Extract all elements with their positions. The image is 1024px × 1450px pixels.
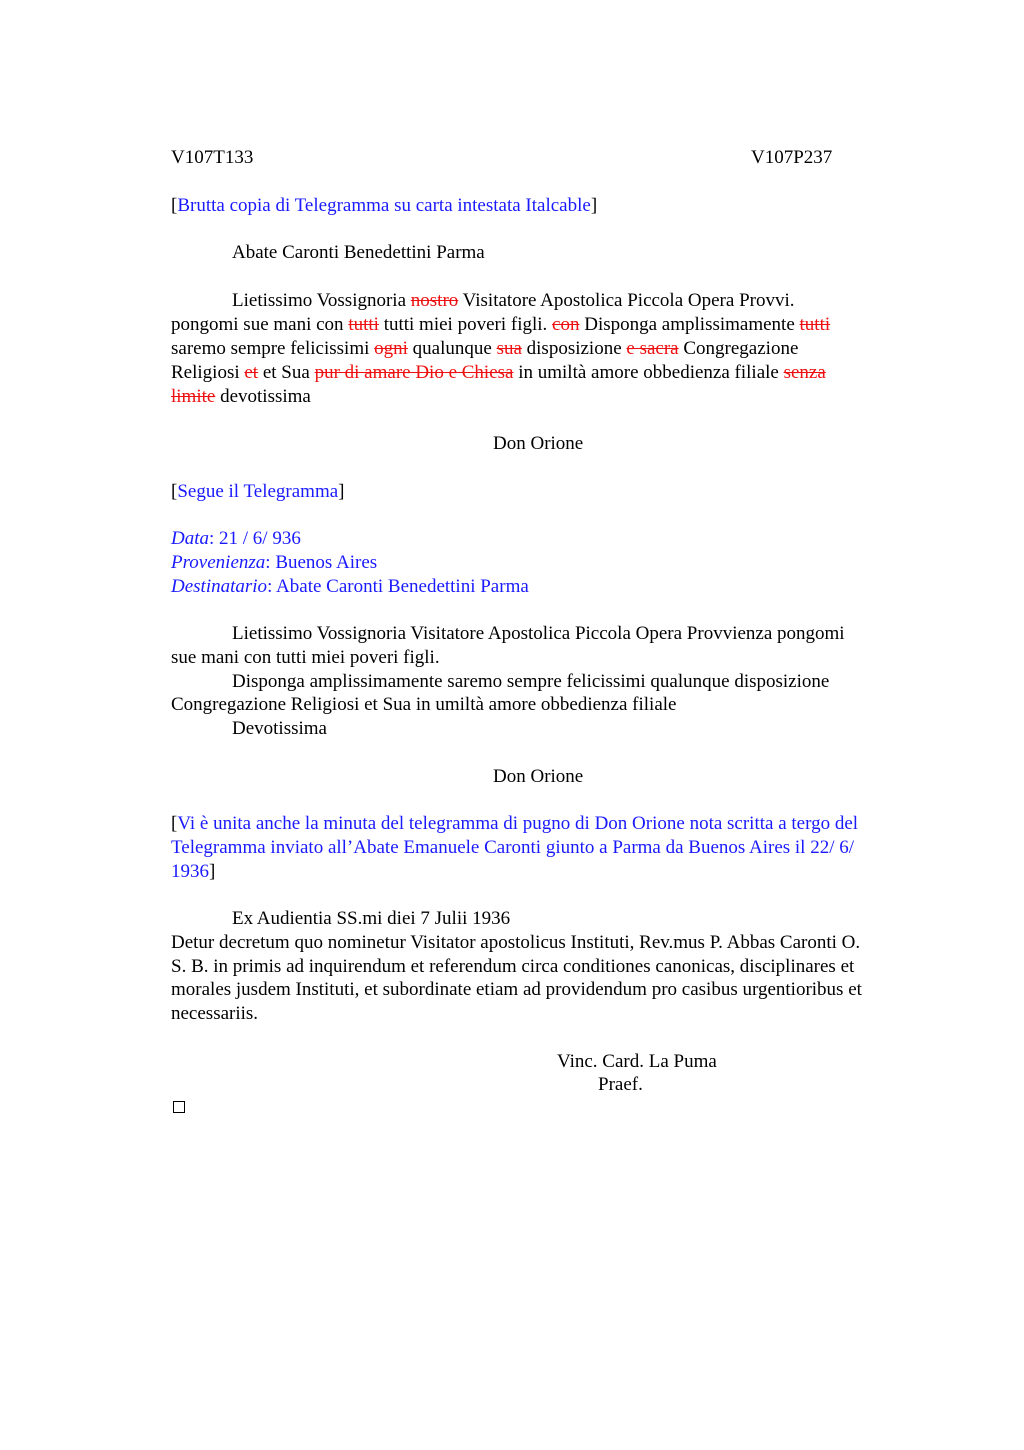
editorial-note-minute-1: [Vi è unita anche la minuta del telegramma di pugno di Don Orione nota scritta a tergo del xyxy=(171,813,859,834)
recipient-value: Abate Caronti Benedettini Parma xyxy=(276,576,529,597)
deleted-text: tutti xyxy=(348,314,379,335)
text: devotissima xyxy=(215,386,311,407)
decree-line-3: S. B. in primis ad inquirendum et referendum circa conditiones canonicas, disciplinares et xyxy=(171,956,855,977)
document-code-left: V107T133 xyxy=(171,147,254,168)
telegram-line-4: Congregazione Religiosi et Sua in umiltà amore obbedienza filiale xyxy=(171,694,677,715)
editorial-note-minute-3: 1936] xyxy=(171,861,216,882)
recipient-label: Destinatario xyxy=(171,576,268,597)
origin-label: Provenienza xyxy=(171,552,266,573)
deleted-text: ogni xyxy=(374,338,408,359)
square-glyph-icon xyxy=(173,1101,185,1113)
decree-line-2: Detur decretum quo nominetur Visitator apostolicus Instituti, Rev.mus P. Abbas Caronti O. xyxy=(171,932,861,953)
text: Congregazione xyxy=(678,338,799,359)
draft-line-2 xyxy=(171,313,830,337)
deleted-text: nostro xyxy=(410,290,459,311)
note-text: Brutta copia di Telegramma su carta intestata Italcable xyxy=(177,195,591,216)
date-label: Data xyxy=(171,528,209,549)
telegram-signature: Don Orione xyxy=(493,766,584,787)
text: tutti miei poveri figli. xyxy=(378,314,553,335)
draft-line-5 xyxy=(171,385,311,409)
text: pongomi sue mani con xyxy=(171,314,349,335)
decree-line-4: morales jusdem Instituti, et subordinate etiam ad providendum pro casibus urgentioribus et xyxy=(171,979,862,1000)
text: Lietissimo Vossignoria xyxy=(232,290,411,311)
telegram-line-2: sue mani con tutti miei poveri figli. xyxy=(171,647,440,668)
telegram-date: Data: 21 / 6/ 936 xyxy=(171,528,301,549)
deleted-text: limite xyxy=(171,386,216,407)
text: Visitatore Apostolica Piccola Opera Provvi. xyxy=(458,290,795,311)
text: in umiltà amore obbedienza filiale xyxy=(513,362,784,383)
decree-signature: Vinc. Card. La Puma xyxy=(557,1051,717,1072)
note-text: Vi è unita anche la minuta del telegramma di pugno di Don Orione nota scritta a tergo del xyxy=(177,813,859,834)
text: Religiosi xyxy=(171,362,245,383)
decree-signature-title: Praef. xyxy=(598,1074,643,1095)
telegram-line-3: Disponga amplissimamente saremo sempre felicissimi qualunque disposizione xyxy=(232,671,830,692)
text: Disponga amplissimamente xyxy=(579,314,800,335)
decree-line-5: necessariis. xyxy=(171,1003,259,1024)
draft-signature: Don Orione xyxy=(493,433,584,454)
origin-value: Buenos Aires xyxy=(275,552,378,573)
deleted-text: e sacra xyxy=(626,338,679,359)
draft-line-1 xyxy=(232,289,795,313)
text: et Sua xyxy=(258,362,315,383)
deleted-text: senza xyxy=(783,362,826,383)
note-text: Segue il Telegramma xyxy=(177,481,339,502)
editorial-note-minute-2: Telegramma inviato all’Abate Emanuele Caronti giunto a Parma da Buenos Aires il 22/ 6/ xyxy=(171,837,855,858)
document-code-right: V107P237 xyxy=(751,147,833,168)
telegram-line-5: Devotissima xyxy=(232,718,327,739)
note-text: 1936 xyxy=(171,861,209,882)
decree-line-1: Ex Audientia SS.mi diei 7 Julii 1936 xyxy=(232,908,511,929)
telegram-line-1: Lietissimo Vossignoria Visitatore Apostolica Piccola Opera Provvienza pongomi xyxy=(232,623,845,644)
text: saremo sempre felicissimi xyxy=(171,338,375,359)
deleted-text: tutti xyxy=(799,314,831,335)
draft-line-3 xyxy=(171,337,798,361)
telegram-origin: Provenienza: Buenos Aires xyxy=(171,552,378,573)
draft-addressee: Abate Caronti Benedettini Parma xyxy=(232,242,485,263)
text: disposizione xyxy=(521,338,627,359)
deleted-text: sua xyxy=(496,338,522,359)
text: qualunque xyxy=(407,338,497,359)
editorial-note-telegram: [Segue il Telegramma] xyxy=(171,481,345,502)
deleted-text: pur di amare Dio e Chiesa xyxy=(314,362,514,383)
draft-line-4 xyxy=(171,361,826,385)
deleted-text: et xyxy=(244,362,259,383)
telegram-recipient: Destinatario: Abate Caronti Benedettini Parma xyxy=(171,576,529,597)
date-value: 21 / 6/ 936 xyxy=(219,528,301,549)
deleted-text: con xyxy=(552,314,580,335)
editorial-note-draft: [Brutta copia di Telegramma su carta intestata Italcable] xyxy=(171,195,598,216)
